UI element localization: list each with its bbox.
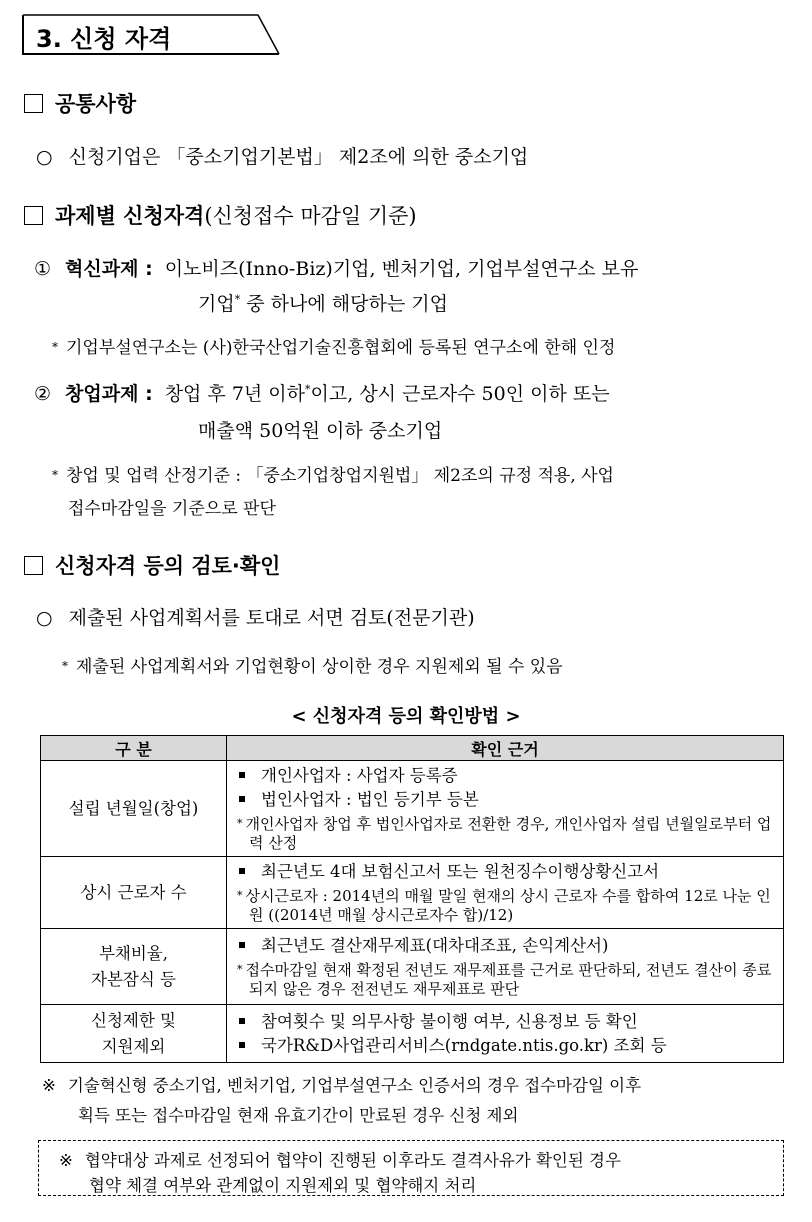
reference-mark-icon: ※ <box>42 1076 56 1095</box>
list-item: 최근년도 4대 보험신고서 또는 원천징수이행상황신고서 <box>235 860 775 884</box>
table-row-basis <box>227 929 784 1005</box>
innovation-task: ① 혁신과제 : 이노비즈(Inno-Biz)기업, 벤처기업, 기업부설연구소 보유 <box>34 258 639 280</box>
table-header-row <box>41 736 784 761</box>
table-row <box>41 857 784 929</box>
circle-bullet-icon: ○ <box>36 146 53 168</box>
footnote-line2: 획득 또는 접수마감일 현재 유효기간이 만료된 경우 신청 제외 <box>78 1106 519 1125</box>
reference-mark-icon: ※ <box>59 1151 73 1170</box>
warning-box <box>38 1140 784 1196</box>
startup-line2: 매출액 50억원 이하 중소기업 <box>198 420 443 442</box>
circle-bullet-icon: ○ <box>36 607 53 629</box>
startup-task: ② 창업과제 : 창업 후 7년 이하*이고, 상시 근로자수 50인 이하 또는 <box>34 383 610 405</box>
table-row <box>41 761 784 857</box>
startup-label: 창업과제 : <box>65 383 153 405</box>
item-number: ① <box>34 258 52 280</box>
table-row-basis <box>227 1005 784 1063</box>
common-heading: 공통사항 <box>24 88 136 118</box>
review-note: * 제출된 사업계획서와 기업현황이 상이한 경우 지원제외 될 수 있음 <box>62 657 563 677</box>
table-header-category: 구 분 <box>41 736 227 761</box>
list-item: 법인사업자 : 법인 등기부 등본 <box>235 788 775 812</box>
list-item: 참여횟수 및 의무사항 불이행 여부, 신용정보 등 확인 <box>235 1010 775 1034</box>
table-row-category: 부채비율, 자본잠식 등 <box>41 929 227 1005</box>
review-heading: 신청자격 등의 검토·확인 <box>24 550 280 580</box>
innovation-line2: 기업* 중 하나에 해당하는 기업 <box>198 293 448 315</box>
table-row-category: 설립 년월일(창업) <box>41 761 227 857</box>
startup-note-line2: 접수마감일을 기준으로 판단 <box>68 499 276 519</box>
warning-line1: ※ 협약대상 과제로 선정되어 협약이 진행된 이후라도 결격사유가 확인된 경우 <box>59 1151 621 1170</box>
table-header-basis: 확인 근거 <box>227 736 784 761</box>
table-note: * 접수마감일 현재 확정된 전년도 재무제표를 근거로 판단하되, 전년도 결산이 종료되지 않은 경우 전전년도 재무제표로 판단 <box>237 961 772 998</box>
table-caption: < 신청자격 등의 확인방법 > <box>291 706 521 727</box>
checkbox-square-icon <box>24 94 43 113</box>
list-item: 개인사업자 : 사업자 등록증 <box>235 764 775 788</box>
list-item: 최근년도 결산재무제표(대차대조표, 손익계산서) <box>235 934 775 958</box>
section-title: 3. 신청 자격 <box>36 25 172 53</box>
common-item: ○ 신청기업은 「중소기업기본법」 제2조에 의한 중소기업 <box>36 146 529 168</box>
section-title-tab <box>22 14 278 54</box>
list-item: 국가R&D사업관리서비스(rndgate.ntis.go.kr) 조회 등 <box>235 1034 775 1058</box>
table-row <box>41 929 784 1005</box>
startup-note-line1: * 창업 및 업력 산정기준 : 「중소기업창업지원법」 제2조의 규정 적용, 사업 <box>52 466 614 486</box>
verification-table <box>40 735 784 1063</box>
footnote-line1: ※ 기술혁신형 중소기업, 벤처기업, 기업부설연구소 인증서의 경우 접수마감일 이후 <box>42 1076 642 1095</box>
innovation-label: 혁신과제 : <box>65 258 153 280</box>
table-row-basis <box>227 857 784 929</box>
table-row-category: 신청제한 및 지원제외 <box>41 1005 227 1063</box>
table-note: * 개인사업자 창업 후 법인사업자로 전환한 경우, 개인사업자 설립 년월일로부터 업력 산정 <box>237 815 772 852</box>
innovation-note: * 기업부설연구소는 (사)한국산업기술진흥협회에 등록된 연구소에 한해 인정 <box>52 338 616 358</box>
table-row-category: 상시 근로자 수 <box>41 857 227 929</box>
review-item: ○ 제출된 사업계획서를 토대로 서면 검토(전문기관) <box>36 607 475 629</box>
table-row <box>41 1005 784 1063</box>
checkbox-square-icon <box>24 556 43 575</box>
item-number: ② <box>34 383 52 405</box>
per-task-heading: 과제별 신청자격(신청접수 마감일 기준) <box>24 200 417 230</box>
warning-line2: 협약 체결 여부와 관계없이 지원제외 및 협약해지 처리 <box>89 1176 477 1195</box>
checkbox-square-icon <box>24 206 43 225</box>
table-row-basis <box>227 761 784 857</box>
table-note: * 상시근로자 : 2014년의 매월 말일 현재의 상시 근로자 수를 합하여 12로 나눈 인원 ((2014년 매월 상시근로자수 합)/12) <box>237 887 771 924</box>
